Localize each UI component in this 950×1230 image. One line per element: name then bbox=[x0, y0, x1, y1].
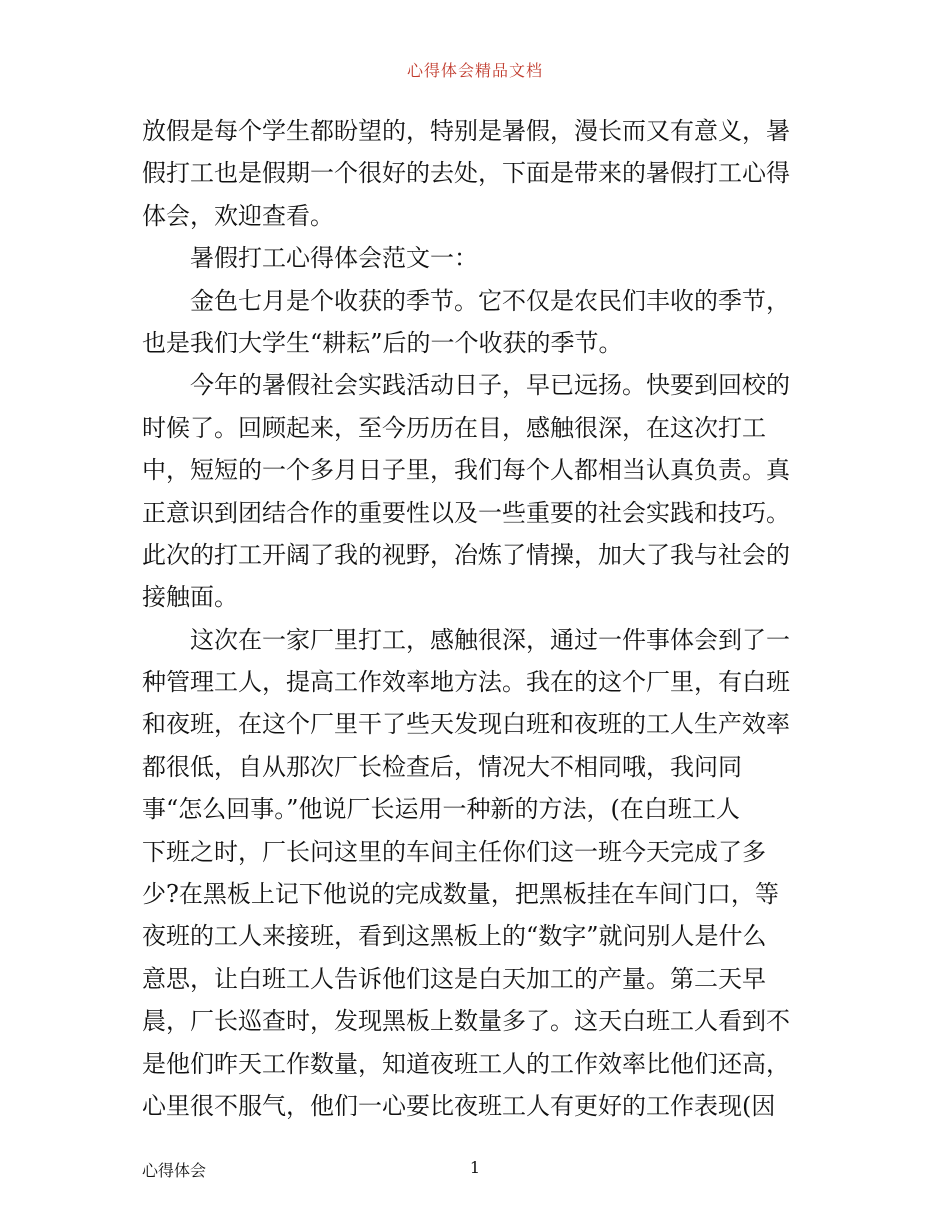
body-line: 也是我们大学生“耕耘”后的一个收获的季节。 bbox=[142, 328, 623, 357]
body-line: 体会，欢迎查看。 bbox=[142, 201, 334, 230]
body-line: 接触面。 bbox=[142, 583, 238, 612]
body-line: 都很低，自从那次厂长检查后，情况大不相同哦，我问同 bbox=[142, 752, 742, 781]
body-line: 中，短短的一个多月日子里，我们每个人都相当认真负责。真 bbox=[142, 456, 790, 485]
document-body bbox=[142, 110, 812, 1127]
page-number: 1 bbox=[469, 1158, 481, 1177]
body-line: 夜班的工人来接班，看到这黑板上的“数字”就问别人是什么 bbox=[142, 922, 767, 951]
body-line: 意思，让白班工人告诉他们这是白天加工的产量。第二天早 bbox=[142, 964, 766, 993]
body-line: 今年的暑假社会实践活动日子，早已远扬。快要到回校的 bbox=[190, 371, 790, 400]
body-line: 事“怎么回事。”他说厂长运用一种新的方法，(在白班工人 bbox=[142, 795, 740, 824]
body-line: 心里很不服气，他们一心要比夜班工人有更好的工作表现(因 bbox=[142, 1091, 776, 1120]
body-line: 放假是每个学生都盼望的，特别是暑假，漫长而又有意义，暑 bbox=[142, 117, 790, 145]
body-line: 和夜班，在这个厂里干了些天发现白班和夜班的工人生产效率 bbox=[142, 710, 790, 739]
body-line: 时候了。回顾起来，至今历历在目，感触很深，在这次打工 bbox=[142, 413, 766, 442]
section-heading: 暑假打工心得体会范文一： bbox=[190, 244, 478, 273]
body-line: 少?在黑板上记下他说的完成数量，把黑板挂在车间门口，等 bbox=[142, 880, 779, 909]
body-line: 此次的打工开阔了我的视野，冶炼了情操，加大了我与社会的 bbox=[142, 540, 790, 569]
body-line: 正意识到团结合作的重要性以及一些重要的社会实践和技巧。 bbox=[142, 498, 790, 527]
body-line: 这次在一家厂里打工，感触很深，通过一件事体会到了一 bbox=[190, 625, 790, 654]
footer-label: 心得体会 bbox=[142, 1161, 207, 1180]
page-header-title: 心得体会精品文档 bbox=[406, 61, 543, 80]
body-line: 金色七月是个收获的季节。它不仅是农民们丰收的季节， bbox=[190, 286, 790, 315]
body-line: 晨，厂长巡查时，发现黑板上数量多了。这天白班工人看到不 bbox=[142, 1007, 790, 1036]
body-line: 是他们昨天工作数量，知道夜班工人的工作效率比他们还高， bbox=[142, 1049, 790, 1078]
body-line: 种管理工人，提高工作效率地方法。我在的这个厂里，有白班 bbox=[142, 668, 790, 697]
body-line: 下班之时，厂长问这里的车间主任你们这一班今天完成了多 bbox=[142, 837, 766, 866]
body-line: 假打工也是假期一个很好的去处，下面是带来的暑假打工心得 bbox=[142, 159, 790, 188]
